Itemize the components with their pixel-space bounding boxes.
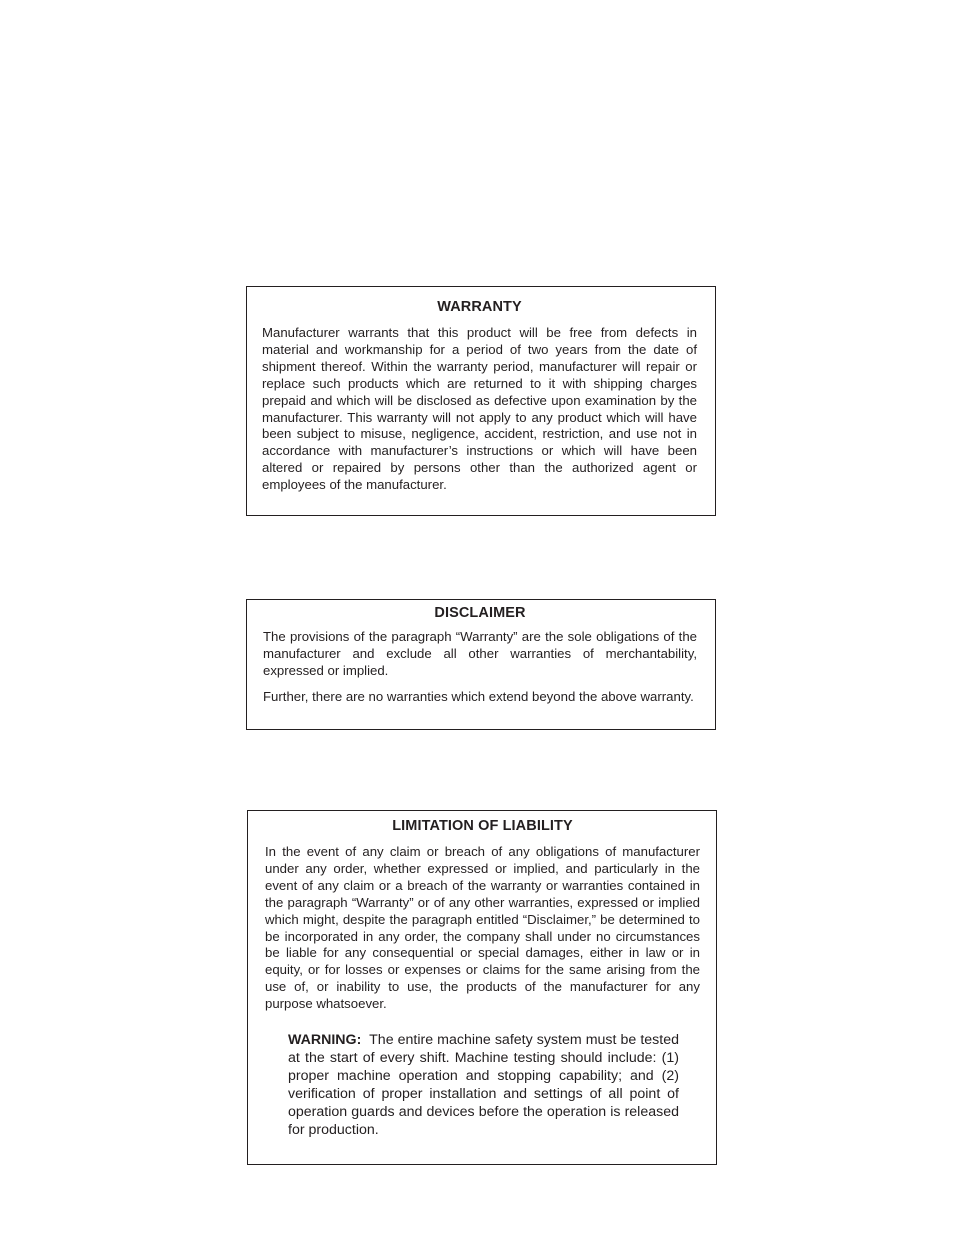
disclaimer-section <box>246 599 716 730</box>
warranty-body: Manufacturer warrants that this product will be free from defects in material and workmanship for a period of two years from the date of shipment thereof. Within the warranty period, manufacturer will repair or replace such products which are returned to it with shipping charges prepaid and which will be disclosed as defective upon examination by the manufacturer. This warranty will not apply to any product which will have been subject to misuse, negligence, accident, restriction, and use not in accordance with manufacturer’s instructions or which will have been altered or repaired by persons other than the authorized agent or employees of the manufacturer. <box>262 325 697 493</box>
warning-label: WARNING: <box>288 1032 362 1049</box>
liability-title: LIMITATION OF LIABILITY <box>392 818 573 834</box>
liability-section <box>247 810 717 1165</box>
disclaimer-paragraph-1: The provisions of the paragraph “Warranty” are the sole obligations of the manufacturer and exclude all other warranties of merchantability, expressed or implied. <box>263 629 697 678</box>
disclaimer-paragraph-2: Further, there are no warranties which extend beyond the above warranty. <box>263 688 694 704</box>
liability-body: In the event of any claim or breach of any obligations of manufacturer under any order, whether expressed or implied, and particularly in the event of any claim or a breach of the warranty or warranties contained in the paragraph “Warranty” or of any other warranties, expressed or implied which might, despite the paragraph entitled “Disclaimer,” be determined to be incorporated in any order, the company shall under no circumstances be liable for any consequential or special damages, either in law or in equity, or for losses or expenses or claims for the same arising from the use of, or inability to use, the products of the manufacturer for any purpose whatsoever. <box>265 844 700 1012</box>
warning-text: The entire machine safety system must be tested at the start of every shift. Machine testing should include: (1) proper machine operation and stopping capability; and (2) verification of proper installation and settings of all point of operation guards and devices before the operation is released for production. <box>288 1032 679 1138</box>
warranty-section <box>246 286 716 516</box>
disclaimer-title: DISCLAIMER <box>434 605 526 621</box>
warranty-title: WARRANTY <box>437 299 522 315</box>
warning-note <box>288 1032 679 1139</box>
